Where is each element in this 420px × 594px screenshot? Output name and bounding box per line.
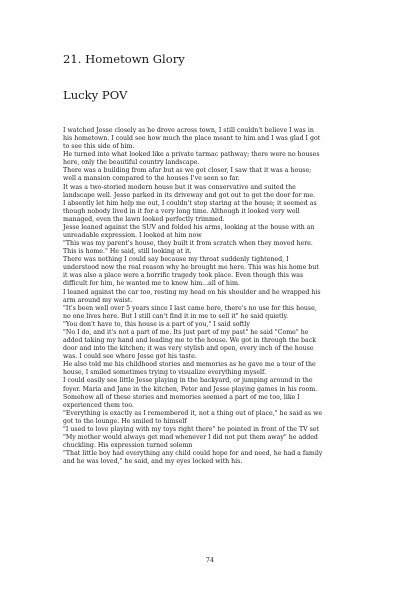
text-line: This is home." He said, still looking at it.: [63, 248, 192, 256]
chapter-title: 21. Hometown Glory: [63, 52, 185, 66]
text-line: There was a building from afar but as we got closer, I saw that it was a house;: [63, 167, 312, 175]
text-line: though nobody lived in it for a very long time. Although it looked very well: [63, 207, 300, 215]
text-line: understood now the real reason why he brought me here. This was his home but: [63, 264, 319, 272]
text-line: I absently let him help me out, I couldn't stop staring at the house; it seemed as: [63, 199, 317, 207]
text-line: "My mother would always get mad whenever I did not put them away" he added: [63, 433, 318, 441]
text-line: managed, even the lawn looked perfectly trimmed.: [63, 215, 225, 223]
text-line: Somehow all of these stories and memories seemed a part of me too, like I: [63, 393, 300, 401]
text-line: got to the lounge. He smiled to himself: [63, 417, 187, 425]
text-line: "No I do, and it's not a part of me. Its just part of my past" he said "Come" he: [63, 328, 309, 336]
text-line: well a mansion compared to the houses I've seen so far.: [63, 175, 240, 183]
text-line: chuckling. His expression turned solemn: [63, 442, 193, 450]
text-line: his hometown. I could see how much the place meant to him and I was glad I got: [63, 135, 321, 143]
text-line: I leaned against the car too, resting my head on his shoulder and he wrapped his: [63, 288, 321, 296]
text-line: "You don't have to, this house is a part of you," I said softly: [63, 320, 250, 328]
text-line: house, I smiled sometimes trying to visualize everything myself.: [63, 369, 267, 377]
text-line: door and into the kitchen; it was very stylish and open, every inch of the house: [63, 345, 314, 353]
text-line: was. I could see where Jesse got his taste.: [63, 353, 197, 361]
text-line: it was also a place were a horrific tragedy took place. Even though this was: [63, 272, 304, 280]
text-line: "Everything is exactly as I remembered it, not a thing out of place," he said as we: [63, 409, 323, 417]
text-line: experienced them too.: [63, 401, 134, 409]
text-line: "I used to love playing with my toys right there" he pointed in front of the TV set: [63, 425, 320, 433]
text-line: I could easily see little Jesse playing in the backyard, or jumping around in the: [63, 377, 313, 385]
text-line: here, only the beautiful country landscape.: [63, 159, 200, 167]
text-line: "This was my parent's house, they built it from scratch when they moved here.: [63, 240, 313, 248]
text-line: He also told me his childhood stories and memories as he gave me a tour of the: [63, 361, 316, 369]
text-line: "It's been well over 5 years since I last came here, there's no use for this house,: [63, 304, 317, 312]
text-line: There was nothing I could say because my throat suddenly tightened, I: [63, 256, 289, 264]
text-line: He turned into what looked like a private tarmac pathway; there were no houses: [63, 151, 320, 159]
text-line: "That little boy had everything any child could hope for and need, he had a family: [63, 450, 323, 458]
text-line: unreadable expression. I looked at him now: [63, 232, 202, 240]
pov-heading: Lucky POV: [63, 88, 128, 102]
text-line: foyer. Maria and Jane in the kitchen, Peter and Jesse playing games in his room.: [63, 385, 318, 393]
text-line: no one lives here. But I still can't find it in me to sell it" he said quietly.: [63, 312, 289, 320]
text-line: landscape well. Jesse parked in its driveway and got out to get the door for me.: [63, 191, 316, 199]
text-line: to see this side of him.: [63, 143, 135, 151]
text-line: difficult for him, he wanted me to know him...all of him.: [63, 280, 240, 288]
body-text: [63, 127, 363, 466]
text-line: Jesse leaned against the SUV and folded his arms, looking at the house with an: [63, 223, 315, 231]
text-line: I watched Jesse closely as he drove across town, I still couldn't believe I was in: [63, 127, 314, 134]
text-line: and he was loved," he said, and my eyes locked with his.: [63, 458, 243, 466]
text-line: It was a two-storied modern house but it was conservative and suited the: [63, 183, 296, 191]
text-line: added taking my hand and leading me to the house. We got in through the back: [63, 337, 317, 345]
page-number: 74: [205, 556, 215, 564]
text-line: arm around my waist.: [63, 296, 133, 304]
